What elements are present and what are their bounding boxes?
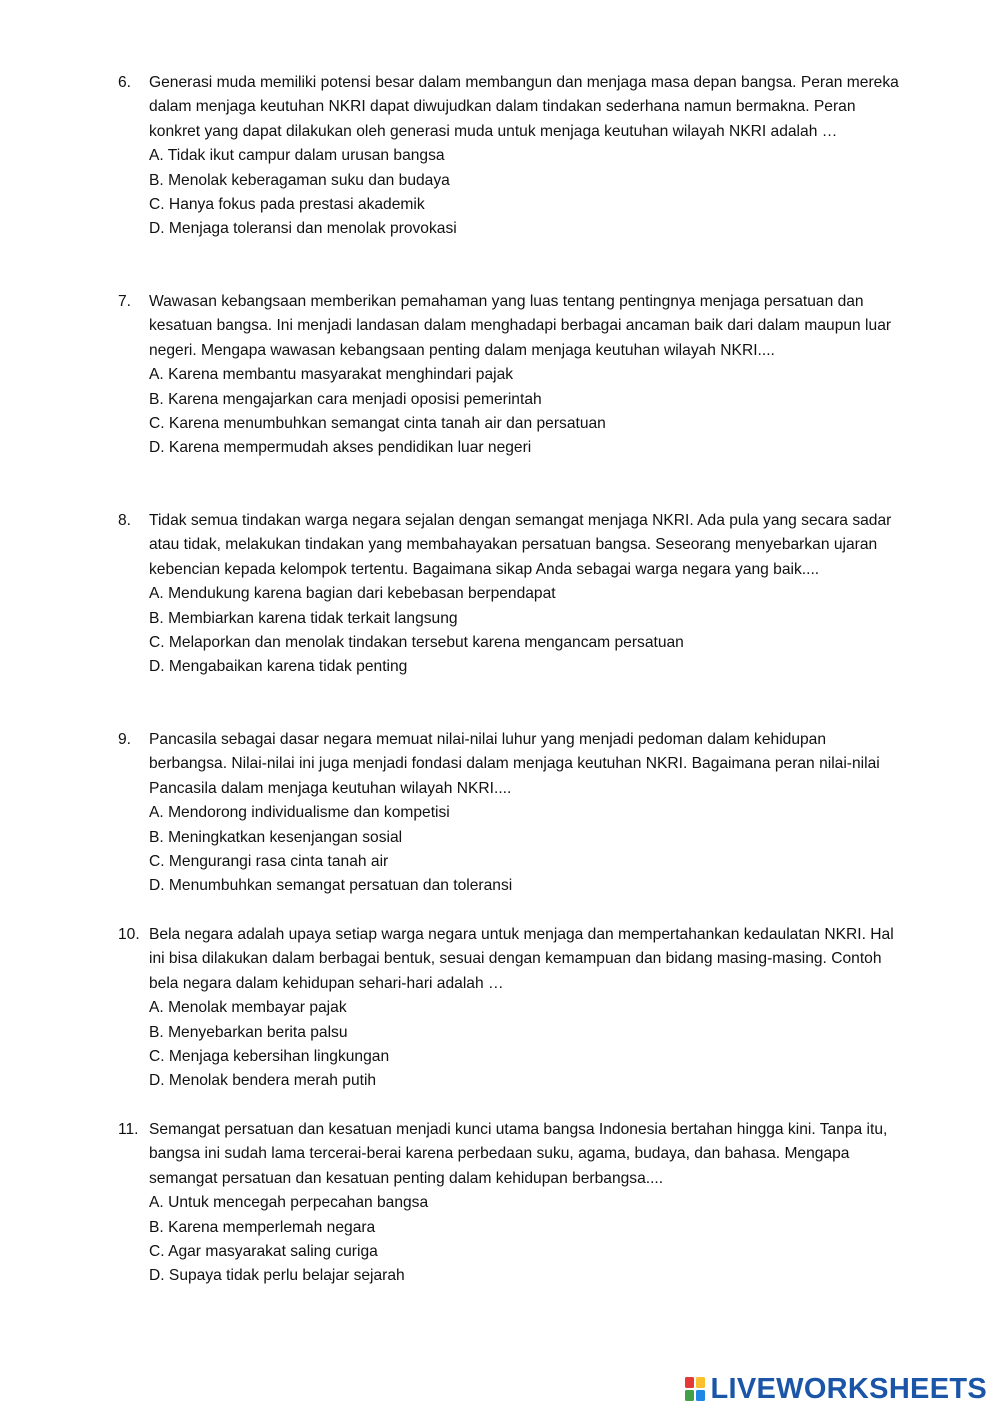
question-body xyxy=(149,71,908,242)
question-stem: Pancasila sebagai dasar negara memuat nilai-nilai luhur yang menjadi pedoman dalam kehidupan berbangsa. Nilai-nilai ini juga menjadi fondasi dalam menjaga keutuhan NKRI. Bagaimana peran nilai-nilai Pancasila dalam menjaga keutuhan wilayah NKRI.... xyxy=(149,731,880,797)
question-7 xyxy=(118,290,908,461)
option-b[interactable]: B. Menolak keberagaman suku dan budaya xyxy=(149,171,450,189)
question-body xyxy=(149,509,908,680)
option-d[interactable]: D. Menumbuhkan semangat persatuan dan toleransi xyxy=(149,877,513,895)
option-a[interactable]: A. Karena membantu masyarakat menghindari pajak xyxy=(149,366,514,384)
question-number: 11. xyxy=(118,1121,139,1138)
question-body xyxy=(149,923,908,1094)
question-number: 10. xyxy=(118,926,140,943)
option-d[interactable]: D. Menjaga toleransi dan menolak provokasi xyxy=(149,220,457,238)
option-a[interactable]: A. Tidak ikut campur dalam urusan bangsa xyxy=(149,147,445,165)
option-a[interactable]: A. Untuk mencegah perpecahan bangsa xyxy=(149,1194,429,1212)
option-b[interactable]: B. Meningkatkan kesenjangan sosial xyxy=(149,828,403,846)
question-stem: Bela negara adalah upaya setiap warga negara untuk menjaga dan mempertahankan kedaulatan NKRI. Hal ini bisa dilakukan dalam berbagai bentuk, sesuai dengan kemampuan dan bidang masing-masing. Contoh bela negara dalam kehidupan sehari-hari adalah … xyxy=(149,926,894,992)
option-a[interactable]: A. Menolak membayar pajak xyxy=(149,999,347,1017)
question-number: 8. xyxy=(118,512,132,529)
question-6 xyxy=(118,71,908,242)
option-b[interactable]: B. Membiarkan karena tidak terkait langsung xyxy=(149,609,458,627)
option-d[interactable]: D. Karena mempermudah akses pendidikan luar negeri xyxy=(149,439,532,457)
option-d[interactable]: D. Supaya tidak perlu belajar sejarah xyxy=(149,1267,405,1285)
question-body xyxy=(149,1118,908,1289)
option-c[interactable]: C. Agar masyarakat saling curiga xyxy=(149,1243,378,1261)
option-a[interactable]: A. Mendorong individualisme dan kompetisi xyxy=(149,804,450,822)
question-9 xyxy=(118,728,908,899)
option-b[interactable]: B. Karena mengajarkan cara menjadi oposisi pemerintah xyxy=(149,390,542,408)
option-d[interactable]: D. Mengabaikan karena tidak penting xyxy=(149,658,408,676)
option-a[interactable]: A. Mendukung karena bagian dari kebebasan berpendapat xyxy=(149,585,556,603)
option-c[interactable]: C. Melaporkan dan menolak tindakan tersebut karena mengancam persatuan xyxy=(149,634,684,652)
question-8 xyxy=(118,509,908,680)
question-10 xyxy=(118,923,908,1094)
question-number: 9. xyxy=(118,731,132,748)
question-stem: Generasi muda memiliki potensi besar dalam membangun dan menjaga masa depan bangsa. Peran mereka dalam menjaga keutuhan NKRI dapat diwujudkan dalam tindakan sederhana namun bermakna. Peran konkret yang dapat dilakukan oleh generasi muda untuk menjaga keutuhan wilayah NKRI adalah … xyxy=(149,74,899,140)
option-d[interactable]: D. Menolak bendera merah putih xyxy=(149,1072,377,1090)
question-stem: Wawasan kebangsaan memberikan pemahaman yang luas tentang pentingnya menjaga persatuan dan kesatuan bangsa. Ini menjadi landasan dalam menghadapi berbagai ancaman baik dari dalam maupun luar negeri. Mengapa wawasan kebangsaan penting dalam menjaga keutuhan wilayah NKRI.... xyxy=(149,293,892,359)
option-c[interactable]: C. Mengurangi rasa cinta tanah air xyxy=(149,853,389,871)
option-c[interactable]: C. Karena menumbuhkan semangat cinta tanah air dan persatuan xyxy=(149,415,606,433)
option-b[interactable]: B. Karena memperlemah negara xyxy=(149,1218,376,1236)
question-stem: Semangat persatuan dan kesatuan menjadi kunci utama bangsa Indonesia bertahan hingga kini. Tanpa itu, bangsa ini sudah lama tercerai-berai karena perbedaan suku, agama, budaya, dan bahasa. Mengapa semangat persatuan dan kesatuan penting dalam kehidupan berbangsa.... xyxy=(149,1121,888,1187)
option-c[interactable]: C. Hanya fokus pada prestasi akademik xyxy=(149,196,425,214)
logo-text: LIVEWORKSHEETS xyxy=(710,1373,987,1405)
question-number: 6. xyxy=(118,74,132,91)
question-stem: Tidak semua tindakan warga negara sejalan dengan semangat menjaga NKRI. Ada pula yang secara sadar atau tidak, melakukan tindakan yang membahayakan persatuan bangsa. Seseorang menyebarkan ujaran kebencian kepada kelompok tertentu. Bagaimana sikap Anda sebagai warga negara yang baik.... xyxy=(149,512,892,578)
question-body xyxy=(149,728,908,899)
option-b[interactable]: B. Menyebarkan berita palsu xyxy=(149,1023,348,1041)
question-number: 7. xyxy=(118,293,132,310)
question-11 xyxy=(118,1118,908,1289)
liveworksheets-logo[interactable] xyxy=(685,1373,988,1405)
liveworksheets-logo-icon xyxy=(685,1377,706,1401)
option-c[interactable]: C. Menjaga kebersihan lingkungan xyxy=(149,1048,390,1066)
question-body xyxy=(149,290,908,461)
